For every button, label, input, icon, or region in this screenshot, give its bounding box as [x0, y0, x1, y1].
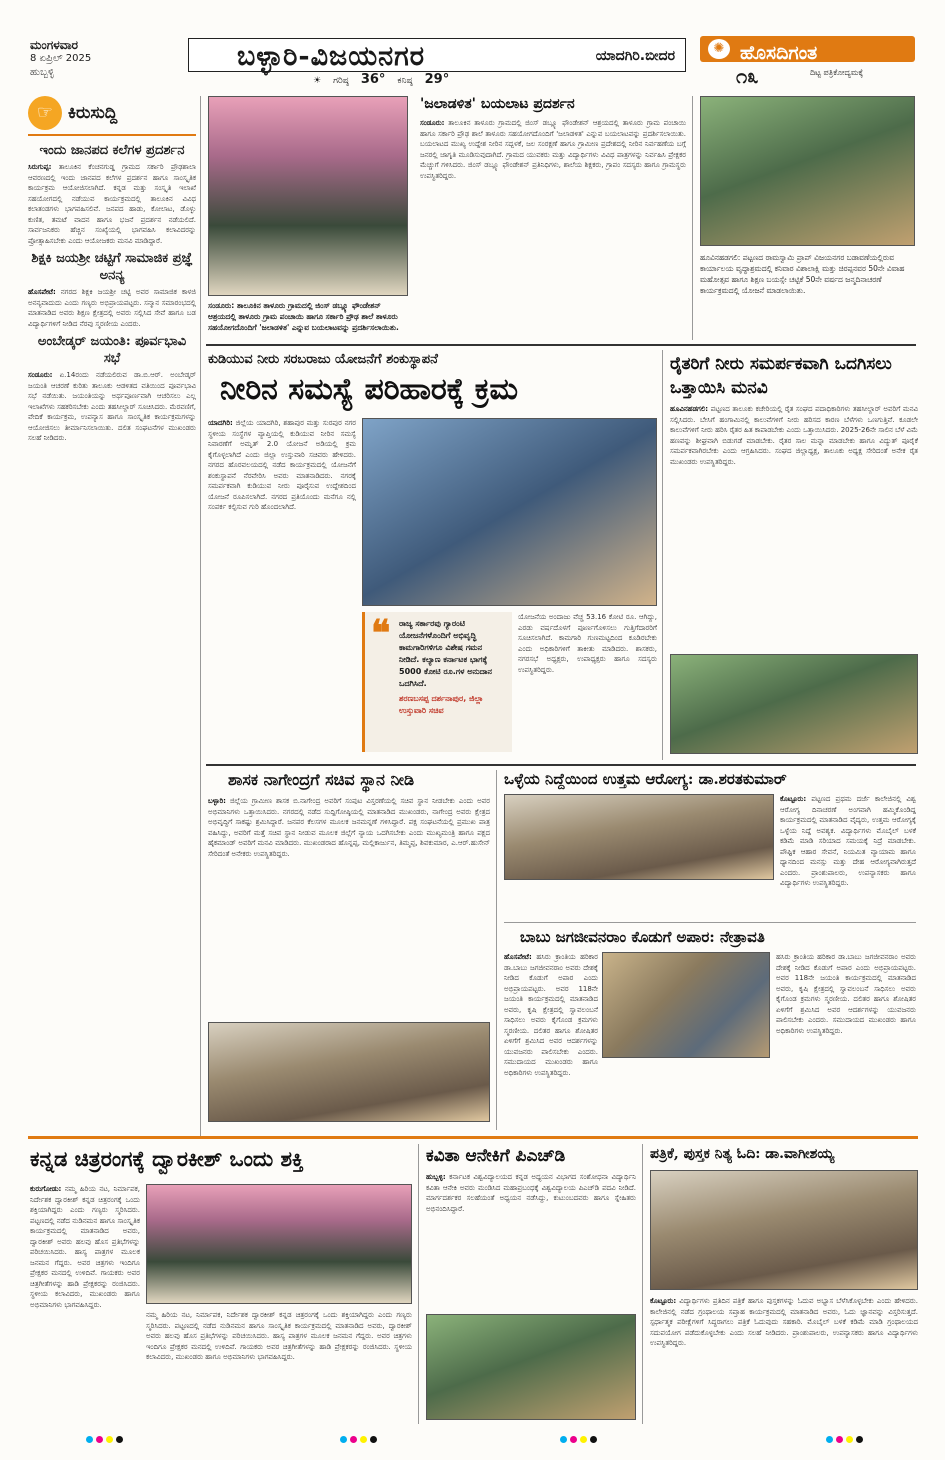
section-divider: [206, 344, 916, 346]
issue-date: 8 ಏಪ್ರಿಲ್ 2025: [30, 53, 92, 64]
article-body: ಸಂಡೂರು: ತಾಲೂಕಿನ ತಾಳೂರು ಗ್ರಾಮದಲ್ಲಿ ಜಿಂಸ್ ಡಬ್ಲ್ಯೂ ಫೌಂಡೇಶನ್ ಆಶ್ರಯದಲ್ಲಿ ತಾಳೂರು ಗ್ರಾಮ ಪಂಚಾಯಿ ಹಾಗೂ ಸರ್ಕಾರಿ ಪ್ರೌಢ ಶಾಲೆ ತಾಳೂರು ಸಹಯೋಗದೊಂದಿಗೆ 'ಜಲಾಡಳಿತ' ಎನ್ನುವ ಬಯಲಾಟವನ್ನು ಪ್ರದರ್ಶಿಸಲಾಯಿತು. ಬಯಲಾಟದ ಮುಖ್ಯ ಉದ್ದೇಶ ನೀರಿನ ಸದ್ಬಳಕೆ, ಜಲ ಸಂರಕ್ಷಣೆ ಹಾಗೂ ಗ್ರಾಮೀಣ ಪ್ರದೇಶದಲ್ಲಿ ನೀರಿನ ನಿರ್ವಹಣೆಯ ಬಗ್ಗೆ ಜನರಲ್ಲಿ ಜಾಗೃತಿ ಮೂಡಿಸುವುದಾಗಿದೆ. ಗ್ರಾಮದ ಯುವಕರು ಮತ್ತು ವಿದ್ಯಾರ್ಥಿಗಳು ವಿವಿಧ ಪಾತ್ರಗಳನ್ನು ನಿರ್ವಹಿಸಿ ಪ್ರೇಕ್ಷಕರ ಮೆಚ್ಚುಗೆ ಗಳಿಸಿದರು. ಜಿಂಸ್ ಡಬ್ಲ್ಯೂ ಫೌಂಡೇಶನ್ ಪ್ರತಿನಿಧಿಗಳು, ಶಾಲೆಯ ಶಿಕ್ಷಕರು, ಗ್ರಾಪಂ ಸದಸ್ಯರು ಹಾಗೂ ಗ್ರಾಮಸ್ಥರು ಉಪಸ್ಥಿತರಿದ್ದರು.: [420, 119, 686, 180]
quote-text: ರಾಜ್ಯ ಸರ್ಕಾರವು ಗ್ಯಾರಂಟಿ ಯೋಜನೆಗಳೊಂದಿಗೆ ಅಭಿವೃದ್ಧಿ ಕಾಮಗಾರಿಗಳಿಗೂ ವಿಶೇಷ ಗಮನ ನೀಡಿದೆ. ಕಲ್ಯಾಣ ಕರ್ನಾಟಕ ಭಾಗಕ್ಕೆ 5000 ಕೋಟಿ ರೂ.ಗಳ ಅನುದಾನ ಒದಗಿಸಿದೆ.: [399, 619, 492, 688]
jayanti-photo: [602, 952, 770, 1058]
brand-bar: [700, 36, 915, 62]
felicitation-photo: [208, 1022, 490, 1122]
article-body: ಹೊಸಪೇಟೆ: ಹಸಿರು ಕ್ರಾಂತಿಯ ಹರಿಕಾರ ಡಾ.ಬಾಬು ಜಗಜೀವನರಾಂ ಅವರು ದೇಶಕ್ಕೆ ನೀಡಿದ ಕೊಡುಗೆ ಅಪಾರ ಎಂದು ಅಭಿಪ್ರಾಯಪಟ್ಟರು. ಅವರ 118ನೇ ಜಯಂತಿ ಕಾರ್ಯಕ್ರಮದಲ್ಲಿ ಮಾತನಾಡಿದ ಅವರು, ಕೃಷಿ ಕ್ಷೇತ್ರದಲ್ಲಿ ಸ್ವಾವಲಂಬನೆ ಸಾಧಿಸಲು ಅವರು ಕೈಗೊಂಡ ಕ್ರಮಗಳು ಸ್ಮರಣೀಯ. ದಲಿತರ ಹಾಗೂ ಶೋಷಿತರ ಏಳಿಗೆಗೆ ಶ್ರಮಿಸಿದ ಅವರ ಆದರ್ಶಗಳನ್ನು ಯುವಜನರು ಪಾಲಿಸಬೇಕು ಎಂದರು. ಸಮುದಾಯದ ಮುಖಂಡರು ಹಾಗೂ ಅಧಿಕಾರಿಗಳು ಉಪಸ್ಥಿತರಿದ್ದರು.: [504, 953, 598, 1077]
weather-max-label: ಗರಿಷ್ಠ: [333, 76, 349, 86]
quote-credit: ಶರಣಬಸಪ್ಪ ದರ್ಶನಾಪುರ, ಜಿಲ್ಲಾ ಉಸ್ತುವಾರಿ ಸಚಿವ: [399, 694, 484, 715]
brand-logo: [700, 30, 915, 86]
headline: ಬಾಬು ಜಗಜೀವನರಾಂ ಕೊಡುಗೆ ಅಪಾರ: ನೇತ್ರಾವತಿ: [520, 928, 765, 946]
brief-body: ಸಿರುಗುಪ್ಪ: ತಾಲೂಕಿನ ಕೆಂಚನಗುಡ್ಡ ಗ್ರಾಮದ ಸರ್ಕಾರಿ ಪ್ರೌಢಶಾಲಾ ಆವರಣದಲ್ಲಿ ಇಂದು ಜಾನಪದ ಕಲೆಗಳ ಪ್ರದರ್ಶನ ಹಾಗೂ ಸಾಂಸ್ಕೃತಿಕ ಕಾರ್ಯಕ್ರಮ ಆಯೋಜಿಸಲಾಗಿದೆ. ಕನ್ನಡ ಮತ್ತು ಸಂಸ್ಕೃತಿ ಇಲಾಖೆ ಸಹಯೋಗದಲ್ಲಿ ನಡೆಯುವ ಕಾರ್ಯಕ್ರಮದಲ್ಲಿ ತಾಲೂಕಿನ ವಿವಿಧ ಕಲಾತಂಡಗಳು ಭಾಗವಹಿಸಲಿವೆ. ಜನಪದ ಹಾಡು, ಕೋಲಾಟ, ಡೊಳ್ಳು ಕುಣಿತ, ತಮಟೆ ವಾದನ ಹಾಗೂ ಭಜನೆ ಪ್ರದರ್ಶನ ನಡೆಯಲಿದೆ. ಸಾರ್ವಜನಿಕರು ಹೆಚ್ಚಿನ ಸಂಖ್ಯೆಯಲ್ಲಿ ಭಾಗವಹಿಸಿ ಕಲಾವಿದರನ್ನು ಪ್ರೋತ್ಸಾಹಿಸಬೇಕು ಎಂದು ಆಯೋಜಕರು ಮನವಿ ಮಾಡಿದ್ದಾರೆ.: [28, 163, 197, 245]
column-rule: [692, 96, 693, 340]
headline: ನೀರಿನ ಸಮಸ್ಯೆ ಪರಿಹಾರಕ್ಕೆ ಕ್ರಮ: [220, 372, 519, 407]
bottom-section-band: [28, 1136, 918, 1139]
quote-box: [362, 612, 512, 752]
article-body-continued: ಯೋಜನೆಯ ಅಂದಾಜು ವೆಚ್ಚ 53.16 ಕೋಟಿ ರೂ. ಆಗಿದ್ದು, ಎರಡು ವರ್ಷದೊಳಗೆ ಪೂರ್ಣಗೊಳಿಸಲು ಗುತ್ತಿಗೆದಾರರಿಗೆ ಸೂಚಿಸಲಾಗಿದೆ. ಕಾಮಗಾರಿ ಗುಣಮಟ್ಟದಿಂದ ಕೂಡಿರಬೇಕು ಎಂದು ಅಧಿಕಾರಿಗಳಿಗೆ ತಾಕೀತು ಮಾಡಿದರು. ಶಾಸಕರು, ನಗರಸಭೆ ಅಧ್ಯಕ್ಷರು, ಉಪಾಧ್ಯಕ್ಷರು ಹಾಗೂ ಸದಸ್ಯರು ಉಪಸ್ಥಿತರಿದ್ದರು.: [518, 613, 657, 674]
photo-caption: ಸಂಡೂರು: ತಾಲೂಕಿನ ತಾಳೂರು ಗ್ರಾಮದಲ್ಲಿ ಜಿಂಸ್ ಡಬ್ಲ್ಯೂ ಫೌಂಡೇಶನ್ ಆಶ್ರಯದಲ್ಲಿ ತಾಳೂರು ಗ್ರಾಮ ಪಂಚಾಯಿ ಹಾಗೂ ಸರ್ಕಾರಿ ಪ್ರೌಢ ಶಾಲೆ ತಾಳೂರು ಸಹಯೋಗದೊಂದಿಗೆ 'ಜಲಾಡಳಿತ' ಎನ್ನುವ ಬಯಲಾಟವನ್ನು ಪ್ರದರ್ಶಿಸಲಾಯಿತು.: [208, 301, 399, 332]
column-rule: [642, 1144, 643, 1424]
brief-heading: ಅಂಬೇಡ್ಕರ್ ಜಯಂತಿ: ಪೂರ್ವಭಾವಿ ಸಭೆ: [37, 334, 187, 366]
article-body-continued: ಹಸಿರು ಕ್ರಾಂತಿಯ ಹರಿಕಾರ ಡಾ.ಬಾಬು ಜಗಜೀವನರಾಂ ಅವರು ದೇಶಕ್ಕೆ ನೀಡಿದ ಕೊಡುಗೆ ಅಪಾರ ಎಂದು ಅಭಿಪ್ರಾಯಪಟ್ಟರು. ಅವರ 118ನೇ ಜಯಂತಿ ಕಾರ್ಯಕ್ರಮದಲ್ಲಿ ಮಾತನಾಡಿದ ಅವರು, ಕೃಷಿ ಕ್ಷೇತ್ರದಲ್ಲಿ ಸ್ವಾವಲಂಬನೆ ಸಾಧಿಸಲು ಅವರು ಕೈಗೊಂಡ ಕ್ರಮಗಳು ಸ್ಮರಣೀಯ. ದಲಿತರ ಹಾಗೂ ಶೋಷಿತರ ಏಳಿಗೆಗೆ ಶ್ರಮಿಸಿದ ಅವರ ಆದರ್ಶಗಳನ್ನು ಯುವಜನರು ಪಾಲಿಸಬೇಕು ಎಂದರು. ಸಮುದಾಯದ ಮುಖಂಡರು ಹಾಗೂ ಅಧಿಕಾರಿಗಳು ಉಪಸ್ಥಿತರಿದ್ದರು.: [776, 953, 916, 1035]
phd-felicitation-photo: [426, 1314, 636, 1420]
registration-marks: [826, 1436, 863, 1443]
section-band: [188, 38, 686, 72]
page-number: ೧೩: [736, 64, 759, 88]
kirusuddi-header: [28, 96, 196, 136]
weather-max: 36°: [360, 72, 386, 87]
kirusuddi-column: [28, 96, 196, 1130]
registration-marks: [340, 1436, 377, 1443]
column-rule: [662, 350, 663, 760]
headline: ಪತ್ರಿಕೆ, ಪುಸ್ತಕ ನಿತ್ಯ ಓದಿ: ಡಾ.ವಾಗೀಶಯ್ಯ: [650, 1146, 835, 1162]
farmers-memorandum-photo: [670, 654, 918, 754]
article-body: ಕುರುಗೋಡು: ನಮ್ಮ ಹಿರಿಯ ನಟ, ನಿರ್ಮಾಪಕ, ನಿರ್ದೇಶಕ ದ್ವಾರಕೀಶ್ ಕನ್ನಡ ಚಿತ್ರರಂಗಕ್ಕೆ ಒಂದು ಶಕ್ತಿಯಾಗಿದ್ದರು ಎಂದು ಗಣ್ಯರು ಸ್ಮರಿಸಿದರು. ಪಟ್ಟಣದಲ್ಲಿ ನಡೆದ ನುಡಿನಮನ ಹಾಗೂ ಸಾಂಸ್ಕೃತಿಕ ಕಾರ್ಯಕ್ರಮದಲ್ಲಿ ಮಾತನಾಡಿದ ಅವರು, ದ್ವಾರಕೀಶ್ ಅವರು ಹಲವು ಹೊಸ ಪ್ರತಿಭೆಗಳನ್ನು ಪರಿಚಯಿಸಿದರು. ಹಾಸ್ಯ ಪಾತ್ರಗಳ ಮೂಲಕ ಜನಮನ ಗೆದ್ದರು. ಅವರ ಚಿತ್ರಗಳು ಇಂದಿಗೂ ಪ್ರೇಕ್ಷಕರ ಮನದಲ್ಲಿ ಉಳಿದಿವೆ. ಗಾಯಕರು ಅವರ ಚಿತ್ರಗೀತೆಗಳನ್ನು ಹಾಡಿ ಪ್ರೇಕ್ಷಕರನ್ನು ರಂಜಿಸಿದರು. ಸ್ಥಳೀಯ ಕಲಾವಿದರು, ಮುಖಂಡರು ಹಾಗೂ ಅಭಿಮಾನಿಗಳು ಭಾಗವಹಿಸಿದ್ದರು.: [30, 1185, 140, 1309]
column-rule: [418, 1144, 419, 1424]
article-body: ಹುಬ್ಬಳ್ಳಿ: ಕರ್ನಾಟಕ ವಿಶ್ವವಿದ್ಯಾಲಯದ ಕನ್ನಡ ಅಧ್ಯಯನ ವಿಭಾಗದ ಸಂಶೋಧನಾ ವಿದ್ಯಾರ್ಥಿನಿ ಕವಿತಾ ಆನೇಕಿ ಅವರು ಮಂಡಿಸಿದ ಮಹಾಪ್ರಬಂಧಕ್ಕೆ ವಿಶ್ವವಿದ್ಯಾಲಯ ಪಿಎಚ್‌ಡಿ ಪದವಿ ನೀಡಿದೆ. ಮಾರ್ಗದರ್ಶಕರ ಸಲಹೆಯಂತೆ ಅಧ್ಯಯನ ನಡೆಸಿದ್ದು, ಕುಟುಂಬದವರು ಹಾಗೂ ಸ್ನೇಹಿತರು ಅಭಿನಂದಿಸಿದ್ದಾರೆ.: [426, 1173, 636, 1213]
article-body: ಹೂವಿನಹಡಗಲಿ: ಪಟ್ಟಣದ ತಾಲೂಕು ಕಚೇರಿಯಲ್ಲಿ ರೈತ ಸಂಘದ ಪದಾಧಿಕಾರಿಗಳು ತಹಸೀಲ್ದಾರ್ ಅವರಿಗೆ ಮನವಿ ಸಲ್ಲಿಸಿದರು. ಬೇಸಿಗೆ ಹಂಗಾಮಿನಲ್ಲಿ ಕಾಲುವೆಗಳಿಗೆ ನೀರು ಹರಿಸದ ಕಾರಣ ಬೆಳೆಗಳು ಒಣಗುತ್ತಿವೆ. ಕೂಡಲೇ ಕಾಲುವೆಗಳಿಗೆ ನೀರು ಹರಿಸಿ ರೈತರ ಹಿತ ಕಾಪಾಡಬೇಕು ಎಂದು ಒತ್ತಾಯಿಸಿದರು. 2025-26ನೇ ಸಾಲಿನ ಬೆಳೆ ವಿಮೆ ಹಣವನ್ನು ಶೀಘ್ರವಾಗಿ ಬಿಡುಗಡೆ ಮಾಡಬೇಕು. ರೈತರ ಸಾಲ ಮನ್ನಾ ಮಾಡಬೇಕು ಹಾಗೂ ವಿದ್ಯುತ್ ಪೂರೈಕೆ ಸಮರ್ಪಕವಾಗಿರಬೇಕು ಎಂದು ಆಗ್ರಹಿಸಿದರು. ಸಂಘದ ಜಿಲ್ಲಾಧ್ಯಕ್ಷ, ತಾಲೂಕು ಅಧ್ಯಕ್ಷ ಸೇರಿದಂತೆ ಅನೇಕ ರೈತ ಮುಖಂಡರು ಉಪಸ್ಥಿತರಿದ್ದರು.: [670, 405, 918, 466]
weather-strip: [313, 72, 449, 87]
brief-item: [28, 142, 196, 246]
section-subtitle: ಯಾದಗಿರಿ.ಬೀದರ: [595, 48, 675, 64]
kirusuddi-title: ಕಿರುಸುದ್ದಿ: [68, 102, 118, 123]
brief-body: ಹೊಸಪೇಟೆ: ನಗರದ ಶಿಕ್ಷಕಿ ಜಯಶ್ರೀ ಚಟ್ಟಿ ಅವರ ಸಾಮಾಜಿಕ ಕಾಳಜಿ ಅನನ್ಯವಾದುದು ಎಂದು ಗಣ್ಯರು ಅಭಿಪ್ರಾಯಪಟ್ಟರು. ಸನ್ಮಾನ ಸಮಾರಂಭದಲ್ಲಿ ಮಾತನಾಡಿದ ಅವರು ಶಿಕ್ಷಣ ಕ್ಷೇತ್ರದಲ್ಲಿ ಅವರು ಸಲ್ಲಿಸಿದ ಸೇವೆ ಹಾಗೂ ಬಡ ವಿದ್ಯಾರ್ಥಿಗಳಿಗೆ ನೀಡಿದ ನೆರವು ಸ್ಮರಣೀಯ ಎಂದರು.: [28, 288, 196, 328]
issue-day: ಮಂಗಳವಾರ: [30, 38, 79, 52]
headline: 'ಜಲಾಡಳಿತ' ಬಯಲಾಟ ಪ್ರದರ್ಶನ: [420, 96, 575, 112]
headline: ಕವಿತಾ ಆನೇಕಿಗೆ ಪಿಎಚ್‌ಡಿ: [426, 1146, 566, 1166]
article-body-continued: ನಮ್ಮ ಹಿರಿಯ ನಟ, ನಿರ್ಮಾಪಕ, ನಿರ್ದೇಶಕ ದ್ವಾರಕೀಶ್ ಕನ್ನಡ ಚಿತ್ರರಂಗಕ್ಕೆ ಒಂದು ಶಕ್ತಿಯಾಗಿದ್ದರು ಎಂದು ಗಣ್ಯರು ಸ್ಮರಿಸಿದರು. ಪಟ್ಟಣದಲ್ಲಿ ನಡೆದ ನುಡಿನಮನ ಹಾಗೂ ಸಾಂಸ್ಕೃತಿಕ ಕಾರ್ಯಕ್ರಮದಲ್ಲಿ ಮಾತನಾಡಿದ ಅವರು, ದ್ವಾರಕೀಶ್ ಅವರು ಹಲವು ಹೊಸ ಪ್ರತಿಭೆಗಳನ್ನು ಪರಿಚಯಿಸಿದರು. ಹಾಸ್ಯ ಪಾತ್ರಗಳ ಮೂಲಕ ಜನಮನ ಗೆದ್ದರು. ಅವರ ಚಿತ್ರಗಳು ಇಂದಿಗೂ ಪ್ರೇಕ್ಷಕರ ಮನದಲ್ಲಿ ಉಳಿದಿವೆ. ಗಾಯಕರು ಅವರ ಚಿತ್ರಗೀತೆಗಳನ್ನು ಹಾಡಿ ಪ್ರೇಕ್ಷಕರನ್ನು ರಂಜಿಸಿದರು. ಸ್ಥಳೀಯ ಕಲಾವಿದರು, ಮುಖಂಡರು ಹಾಗೂ ಅಭಿಮಾನಿಗಳು ಭಾಗವಹಿಸಿದ್ದರು.: [146, 1311, 412, 1361]
registration-marks: [560, 1436, 597, 1443]
tribute-stage-photo: [146, 1184, 412, 1304]
masthead: [0, 0, 945, 92]
quote-icon: ❝: [371, 612, 391, 654]
health-day-photo: [504, 794, 774, 880]
brief-heading: ಶಿಕ್ಷಕಿ ಜಯಶ್ರೀ ಚಟ್ಟಿಗೆ ಸಾಮಾಜಿಕ ಪ್ರಜ್ಞೆ ಅನನ್ಯ: [31, 251, 193, 283]
lamp-icon: ✺: [708, 39, 730, 59]
date-box: [30, 38, 135, 80]
weather-min-label: ಕನಿಷ್ಠ: [397, 76, 413, 86]
weather-min: 29°: [424, 72, 450, 87]
kicker: ಕುಡಿಯುವ ನೀರು ಸರಬರಾಜು ಯೋಜನೆಗೆ ಶಂಕುಸ್ಥಾಪನೆ: [208, 352, 438, 367]
edition-name: ಹುಬ್ಬಳ್ಳಿ: [30, 67, 55, 78]
article-body: ಬಳ್ಳಾರಿ: ಜಿಲ್ಲೆಯ ಗ್ರಾಮೀಣ ಶಾಸಕ ಬಿ.ನಾಗೇಂದ್ರ ಅವರಿಗೆ ಸಂಪುಟ ವಿಸ್ತರಣೆಯಲ್ಲಿ ಸಚಿವ ಸ್ಥಾನ ನೀಡಬೇಕು ಎಂದು ಅವರ ಅಭಿಮಾನಿಗಳು ಒತ್ತಾಯಿಸಿದರು. ನಗರದಲ್ಲಿ ನಡೆದ ಸುದ್ದಿಗೋಷ್ಠಿಯಲ್ಲಿ ಮಾತನಾಡಿದ ಮುಖಂಡರು, ನಾಗೇಂದ್ರ ಅವರು ಕ್ಷೇತ್ರದ ಅಭಿವೃದ್ಧಿಗೆ ಸಾಕಷ್ಟು ಶ್ರಮಿಸಿದ್ದಾರೆ. ಜನಪರ ಕೆಲಸಗಳ ಮೂಲಕ ಜನಮನ್ನಣೆ ಗಳಿಸಿದ್ದಾರೆ. ಪಕ್ಷ ಸಂಘಟನೆಯಲ್ಲಿ ಪ್ರಮುಖ ಪಾತ್ರ ವಹಿಸಿದ್ದು, ಅವರಿಗೆ ಮತ್ತೆ ಸಚಿವ ಸ್ಥಾನ ನೀಡುವ ಮೂಲಕ ಜಿಲ್ಲೆಗೆ ನ್ಯಾಯ ಒದಗಿಸಬೇಕು ಎಂದು ಮುಖ್ಯಮಂತ್ರಿ ಹಾಗೂ ಪಕ್ಷದ ಹೈಕಮಾಂಡ್ ಅವರಿಗೆ ಮನವಿ ಮಾಡಿದರು. ಮುಖಂಡರಾದ ಹೊನ್ನಪ್ಪ, ಮಲ್ಲಿಕಾರ್ಜುನ, ತಿಮ್ಮಪ್ಪ, ಶಿವಕುಮಾರ, ಎ.ಆರ್.ಹುಸೇನ್ ಸೇರಿದಂತೆ ಅನೇಕರು ಉಪಸ್ಥಿತರಿದ್ದರು.: [208, 797, 490, 858]
brief-item: [28, 333, 196, 444]
article-body: ಯಾದಗಿರಿ: ಜಿಲ್ಲೆಯ ಯಾದಗಿರಿ, ಶಹಾಪುರ ಮತ್ತು ಸುರಪುರ ನಗರ ಸ್ಥಳೀಯ ಸಂಸ್ಥೆಗಳ ವ್ಯಾಪ್ತಿಯಲ್ಲಿ ಕುಡಿಯುವ ನೀರಿನ ಸಮಸ್ಯೆ ನಿವಾರಣೆಗೆ ಅಮೃತ್ 2.0 ಯೋಜನೆ ಅಡಿಯಲ್ಲಿ ಕ್ರಮ ಕೈಗೊಳ್ಳಲಾಗಿದೆ ಎಂದು ಜಿಲ್ಲಾ ಉಸ್ತುವಾರಿ ಸಚಿವರು ಹೇಳಿದರು. ನಗರದ ಹೊರವಲಯದಲ್ಲಿ ನಡೆದ ಕಾರ್ಯಕ್ರಮದಲ್ಲಿ ಯೋಜನೆಗೆ ಶಂಕುಸ್ಥಾಪನೆ ನೆರವೇರಿಸಿ ಅವರು ಮಾತನಾಡಿದರು. ನಗರಕ್ಕೆ ಸಮರ್ಪಕವಾಗಿ ಕುಡಿಯುವ ನೀರು ಪೂರೈಸುವ ಉದ್ದೇಶದಿಂದ ಯೋಜನೆ ರೂಪಿಸಲಾಗಿದೆ. ನಗರದ ಪ್ರತಿಯೊಂದು ಮನೆಗೂ ನಲ್ಲಿ ಸಂಪರ್ಕ ಕಲ್ಪಿಸುವ ಗುರಿ ಹೊಂದಲಾಗಿದೆ.: [208, 419, 356, 511]
yakshagana-stage-photo: [208, 96, 408, 296]
celebration-group-photo: [700, 96, 915, 246]
registration-marks: [86, 1436, 123, 1443]
headline: ಶಾಸಕ ನಾಗೇಂದ್ರಗೆ ಸಚಿವ ಸ್ಥಾನ ನೀಡಿ: [228, 770, 415, 789]
pointing-hand-icon: ☞: [28, 96, 62, 130]
column-rule: [496, 770, 497, 1130]
brief-body: ಸಂಡೂರು: ಏ.14ರಂದು ನಡೆಯಲಿರುವ ಡಾ.ಬಿ.ಆರ್. ಅಂಬೇಡ್ಕರ್ ಜಯಂತಿ ಆಚರಣೆ ಕುರಿತು ತಾಲೂಕು ಆಡಳಿತದ ವತಿಯಿಂದ ಪೂರ್ವಭಾವಿ ಸಭೆ ನಡೆಯಿತು. ಜಯಂತಿಯನ್ನು ಅರ್ಥಪೂರ್ಣವಾಗಿ ಆಚರಿಸಲು ಎಲ್ಲ ಇಲಾಖೆಗಳು ಸಹಕರಿಸಬೇಕು ಎಂದು ತಹಸೀಲ್ದಾರ್ ಸೂಚಿಸಿದರು. ಮೆರವಣಿಗೆ, ವೇದಿಕೆ ಕಾರ್ಯಕ್ರಮ, ಉಪನ್ಯಾಸ ಹಾಗೂ ಸಾಂಸ್ಕೃತಿಕ ಕಾರ್ಯಕ್ರಮಗಳನ್ನು ಆಯೋಜಿಸಲು ತೀರ್ಮಾನಿಸಲಾಯಿತು. ದಲಿತ ಸಂಘಟನೆಗಳ ಮುಖಂಡರು ಸಲಹೆ ನೀಡಿದರು.: [28, 371, 196, 442]
brand-name: ಹೊಸದಿಗಂತ: [740, 42, 818, 64]
brief-item: [28, 250, 196, 329]
section-divider: [504, 922, 916, 923]
library-week-photo: [650, 1170, 918, 1290]
headline: ರೈತರಿಗೆ ನೀರು ಸಮರ್ಪಕವಾಗಿ ಒದಗಿಸಲು ಒತ್ತಾಯಿಸಿ ಮನವಿ: [670, 354, 892, 398]
brief-heading: ಇಂದು ಜಾನಪದ ಕಲೆಗಳ ಪ್ರದರ್ಶನ: [39, 143, 185, 158]
section-divider: [206, 764, 916, 766]
photo-caption: ಹೂವಿನಹಡಗಲಿ: ಪಟ್ಟಣದ ರಾಮಸ್ವಾಮಿ ಪ್ರಾಪ್ ವಿಜಯನಗರ ಬಡಾವಣೆಯಲ್ಲಿರುವ ಕಾರ್ಯಾಲಯ ವೃದ್ಧಾಶ್ರಮದಲ್ಲಿ ಕನಿವಾರ ವಿಶಾಲಾಕ್ಷಿ ಮತ್ತು ಚಿರಪ್ಪನವರ 50ನೇ ವಿವಾಹ ಮಹೋತ್ಸವ ಹಾಗೂ ಶಿಕ್ಷಣ ಬಯಸ್ಸೇ ಚಟ್ಟಿಕೆ 50ನೇ ವರ್ಷದ ಜನ್ಮದಿನಾಚರಣೆ ಕಾರ್ಯಕ್ರಮದಲ್ಲಿ ಯೋಜನೆ ಮಾಡಲಾಯಿತು.: [700, 253, 905, 295]
article-body: ಕೊಟ್ಟೂರು: ವಿದ್ಯಾರ್ಥಿಗಳು ಪ್ರತಿದಿನ ಪತ್ರಿಕೆ ಹಾಗೂ ಪುಸ್ತಕಗಳನ್ನು ಓದುವ ಅಭ್ಯಾಸ ಬೆಳೆಸಿಕೊಳ್ಳಬೇಕು ಎಂದು ಹೇಳಿದರು. ಕಾಲೇಜಿನಲ್ಲಿ ನಡೆದ ಗ್ರಂಥಾಲಯ ಸಪ್ತಾಹ ಕಾರ್ಯಕ್ರಮದಲ್ಲಿ ಮಾತನಾಡಿದ ಅವರು, ಓದು ಜ್ಞಾನವನ್ನು ವಿಸ್ತರಿಸುತ್ತದೆ. ಸ್ಪರ್ಧಾತ್ಮಕ ಪರೀಕ್ಷೆಗಳಿಗೆ ಸಿದ್ಧರಾಗಲು ಪತ್ರಿಕೆ ಓದುವುದು ಸಹಕಾರಿ. ಮೊಬೈಲ್ ಬಳಕೆ ಕಡಿಮೆ ಮಾಡಿ ಗ್ರಂಥಾಲಯದ ಸದುಪಯೋಗ ಪಡೆದುಕೊಳ್ಳಬೇಕು ಎಂದು ಸಲಹೆ ನೀಡಿದರು. ಪ್ರಾಂಶುಪಾಲರು, ಉಪನ್ಯಾಸಕರು ಹಾಗೂ ವಿದ್ಯಾರ್ಥಿಗಳು ಉಪಸ್ಥಿತರಿದ್ದರು.: [650, 1297, 918, 1347]
headline: ಒಳ್ಳೆಯ ನಿದ್ದೆಯಿಂದ ಉತ್ತಮ ಆರೋಗ್ಯ: ಡಾ.ಶರತಕುಮಾರ್: [504, 770, 787, 788]
headline: ಕನ್ನಡ ಚಿತ್ರರಂಗಕ್ಕೆ ದ್ವಾರಕೀಶ್ ಒಂದು ಶಕ್ತಿ: [30, 1146, 304, 1171]
foundation-ceremony-photo: [362, 418, 657, 606]
brand-tagline: ದಿಟ್ಟ ಪತ್ರಿಕೋದ್ಯಮಕ್ಕೆ: [810, 68, 864, 77]
article-body: ಕೊಟ್ಟೂರು: ಪಟ್ಟಣದ ಪ್ರಥಮ ದರ್ಜೆ ಕಾಲೇಜಿನಲ್ಲಿ ವಿಶ್ವ ಆರೋಗ್ಯ ದಿನಾಚರಣೆ ಅಂಗವಾಗಿ ಹಮ್ಮಿಕೊಂಡಿದ್ದ ಕಾರ್ಯಕ್ರಮದಲ್ಲಿ ಮಾತನಾಡಿದ ವೈದ್ಯರು, ಉತ್ತಮ ಆರೋಗ್ಯಕ್ಕೆ ಒಳ್ಳೆಯ ನಿದ್ದೆ ಅವಶ್ಯಕ. ವಿದ್ಯಾರ್ಥಿಗಳು ಮೊಬೈಲ್ ಬಳಕೆ ಕಡಿಮೆ ಮಾಡಿ ಸರಿಯಾದ ಸಮಯಕ್ಕೆ ನಿದ್ರೆ ಮಾಡಬೇಕು. ಪೌಷ್ಟಿಕ ಆಹಾರ ಸೇವನೆ, ನಿಯಮಿತ ವ್ಯಾಯಾಮ ಹಾಗೂ ಧ್ಯಾನದಿಂದ ಮನಸ್ಸು ಮತ್ತು ದೇಹ ಆರೋಗ್ಯವಾಗಿರುತ್ತದೆ ಎಂದರು. ಪ್ರಾಂಶುಪಾಲರು, ಉಪನ್ಯಾಸಕರು ಹಾಗೂ ವಿದ್ಯಾರ್ಥಿಗಳು ಉಪಸ್ಥಿತರಿದ್ದರು.: [780, 795, 916, 887]
column-rule: [200, 96, 201, 1136]
sun-icon: ☀: [313, 76, 322, 86]
section-title: ಬಳ್ಳಾರಿ-ವಿಜಯನಗರ: [237, 41, 426, 72]
